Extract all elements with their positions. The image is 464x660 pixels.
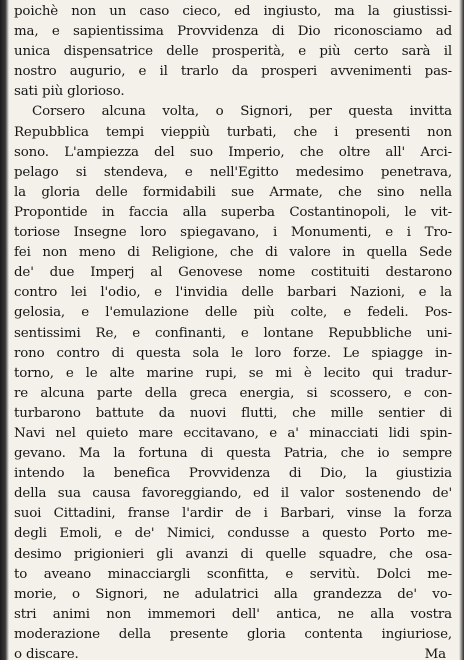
text-line: sati più glorioso.	[14, 84, 125, 100]
text-line: unica dispensatrice delle prosperità, e più certo sarà il	[14, 44, 452, 60]
text-line: contro lei l'odio, e l'invidia delle barbari Nazioni, e la	[14, 285, 452, 301]
page-text	[14, 2, 452, 660]
text-line: fei non meno di Religione, che di valore in quella Sede	[14, 245, 452, 261]
text-line: moderazione della presente gloria contenta ingiuriose,	[14, 626, 452, 642]
text-line: pelago si stendeva, e nell'Egitto medesimo penetrava,	[14, 164, 452, 180]
text-line: gevano. Ma la fortuna di questa Patria, che io sempre	[14, 446, 452, 462]
text-line: suoi Cittadini, franse l'ardir de i Barbari, vinse la forza	[14, 506, 452, 522]
text-line: turbarono battute da nuovi flutti, che mille sentier di	[14, 405, 452, 421]
text-line: rono contro di questa sola le loro forze. Le spiagge in-	[14, 345, 452, 361]
text-line: gelosia, e l'emulazione delle più colte, e fedeli. Pos-	[14, 305, 452, 321]
text-line: torno, e le alte marine rupi, se mi è lecito qui tradur-	[14, 365, 452, 381]
text-line: Propontide in faccia alla superba Costantinopoli, le vit-	[14, 204, 452, 220]
text-line: della sua causa favoreggiando, ed il valor sostenendo de'	[14, 486, 452, 502]
text-line: to aveano minacciargli sconfitta, e servitù. Dolci me-	[14, 566, 452, 582]
text-line: o discare.	[14, 647, 79, 660]
text-line: Repubblica tempi vieppiù turbati, che i presenti non	[14, 124, 452, 140]
text-line: re alcuna parte della greca energia, si scossero, e con-	[14, 385, 452, 401]
text-line: nostro augurio, e il trarlo da prosperi avvenimenti pas-	[14, 64, 452, 80]
text-line: Corsero alcuna volta, o Signori, per questa invitta	[32, 104, 452, 120]
text-line: sono. L'ampiezza del suo Imperio, che oltre all' Arci-	[14, 144, 452, 160]
text-line: stri animi non immemori dell' antica, ne alla vostra	[14, 606, 452, 622]
catchword: Ma	[424, 647, 446, 660]
text-line: toriose Insegne loro spiegavano, i Monumenti, e i Tro-	[14, 225, 452, 241]
text-line: Navi nel quieto mare eccitavano, e a' minacciati lidi spin-	[14, 425, 452, 441]
text-line: ma, e sapientissima Provvidenza di Dio riconosciamo ad	[14, 24, 452, 40]
text-line: la gloria delle formidabili sue Armate, che sino nella	[14, 184, 452, 200]
text-line: poichè non un caso cieco, ed ingiusto, ma la giustissi-	[14, 4, 452, 19]
text-line: sentissimi Re, e confinanti, e lontane Repubbliche uni-	[14, 325, 452, 341]
text-line: intendo la benefica Provvidenza di Dio, la giustizia	[14, 466, 452, 482]
text-line: desimo prigionieri gli avanzi di quelle squadre, che osa-	[14, 546, 452, 562]
text-line: de' due Imperj al Genovese nome costituiti destarono	[14, 265, 452, 281]
text-line: morie, o Signori, ne adulatrici alla grandezza de' vo-	[14, 586, 452, 602]
text-line: degli Emoli, e de' Nimici, condusse a questo Porto me-	[14, 526, 452, 542]
